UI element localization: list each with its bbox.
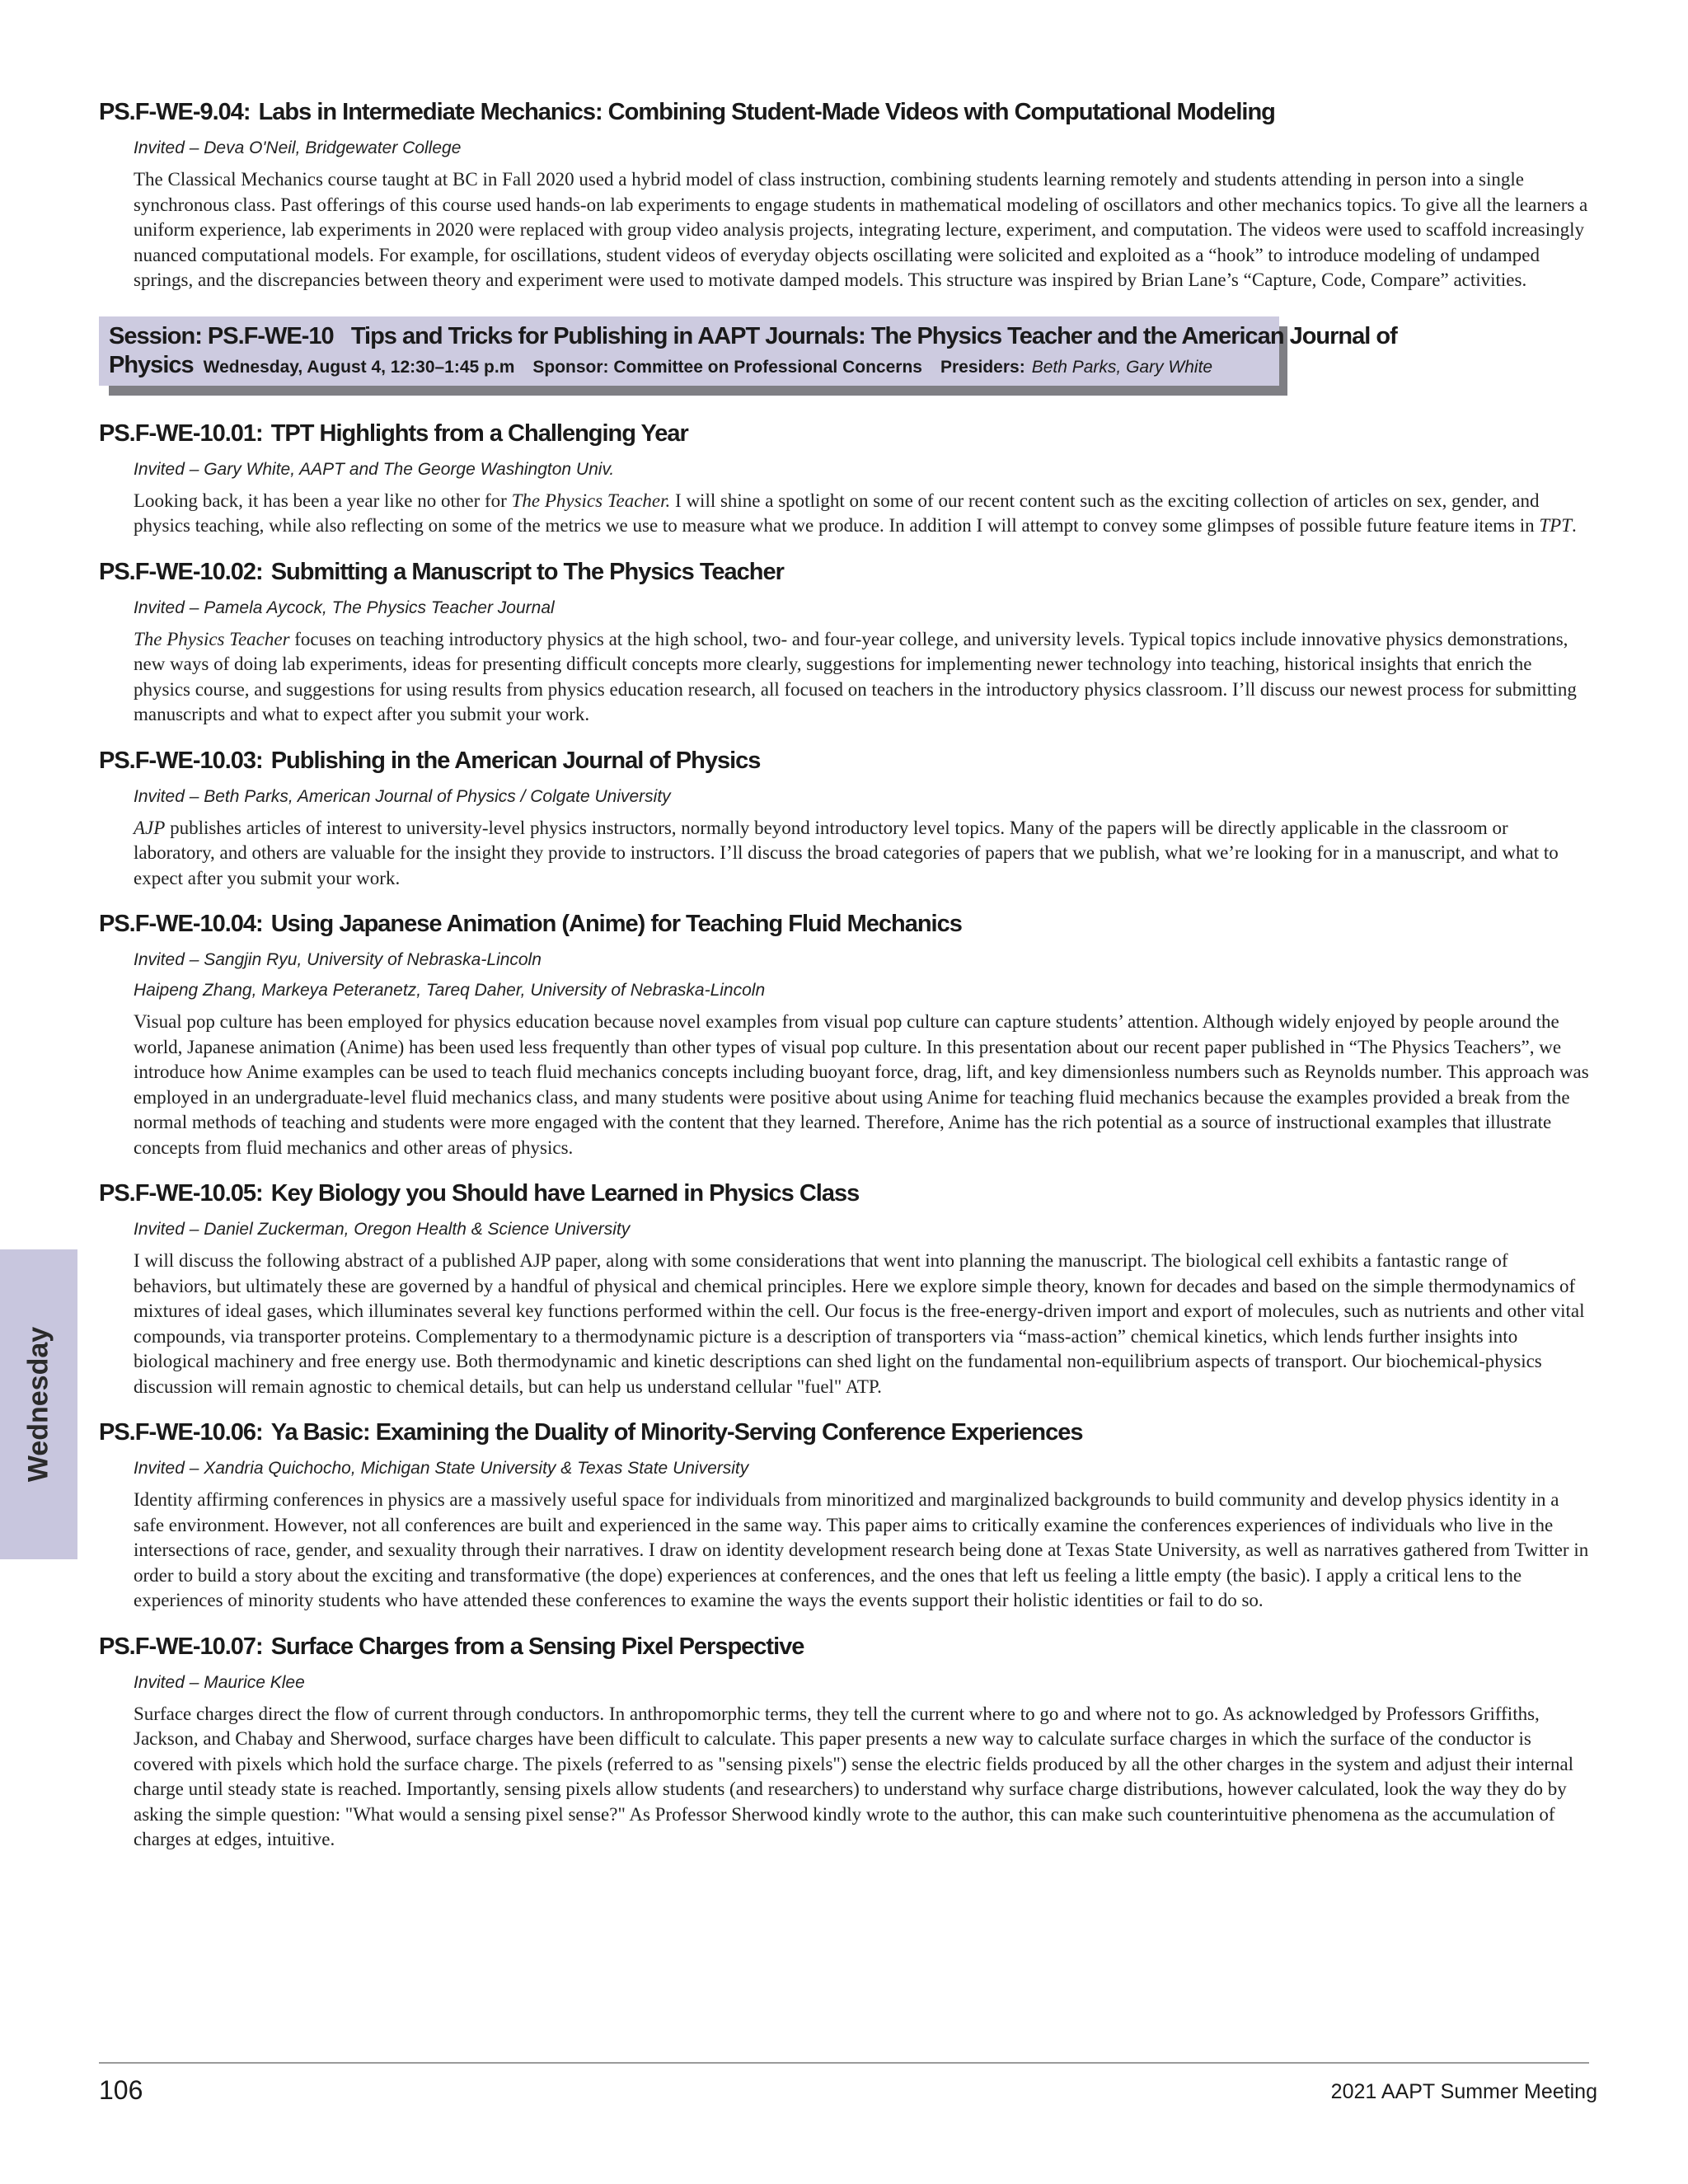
entry-title-text: Using Japanese Animation (Anime) for Teaching Fluid Mechanics — [270, 911, 962, 937]
entry-byline: Invited – Maurice Klee — [134, 1672, 305, 1692]
session-title-end: Physics — [109, 351, 194, 378]
entry-abstract: Identity affirming conferences in physics are a massively useful space for individuals from minoritized and marginalized backgrounds to build community and develop physics identity in a safe environment. However, not all conferences are built and experienced in the same way. This paper aims to critically examine the conferences experiences of individuals who live in the intersections of race, gender, and sexuality through their narratives. I draw on identity development research being done at Texas State University, as well as narratives gathered from Twitter in order to build a story about the exciting and transformative (the dope) experiences at conferences, and the ones that left us feeling a little empty (the basic). I apply a critical lens to the experiences of minority students who have attended these conferences to examine the ways the events support their holistic identities or fail to do so. — [134, 1489, 1589, 1610]
entry-coauthors: Haipeng Zhang, Markeya Peteranetz, Tareq Daher, University of Nebraska-Lincoln — [134, 981, 766, 1000]
entry-byline: Invited – Sangjin Ryu, University of Nebraska-Lincoln — [134, 950, 542, 969]
entry-code: PS.F-WE-10.07: — [99, 1633, 263, 1660]
entry-title — [99, 909, 1591, 939]
session-label: Session: PS.F-WE-10 — [109, 322, 334, 349]
entry-abstract — [134, 627, 1591, 728]
session-title-line — [109, 321, 1397, 351]
entry-title-text: Key Biology you Should have Learned in Physics Class — [270, 1180, 860, 1207]
entry-title — [99, 1418, 1591, 1447]
day-side-tab — [0, 1249, 77, 1559]
entry-title — [99, 1632, 1591, 1661]
entry-title — [99, 419, 1591, 448]
entry-title-text: TPT Highlights from a Challenging Year — [270, 419, 688, 447]
abstract-entry-10-06 — [99, 1418, 1591, 1614]
entry-title-text: Ya Basic: Examining the Duality of Minority-Serving Conference Experiences — [270, 1419, 1083, 1446]
page-number: 106 — [99, 2075, 143, 2105]
entry-title-text: Publishing in the American Journal of Physics — [270, 747, 761, 774]
session-details-line — [109, 351, 1271, 382]
abstract-text: . — [1572, 515, 1577, 536]
journal-abbrev: TPT — [1539, 515, 1573, 536]
session-header-box — [99, 316, 1397, 386]
entry-title — [99, 746, 1591, 776]
entry-abstract — [134, 816, 1591, 892]
entry-title — [99, 97, 1591, 127]
abstract-entry-10-01 — [99, 419, 1591, 539]
journal-name: The Physics Teacher — [134, 628, 290, 649]
entry-code: PS.F-WE-10.04: — [99, 911, 263, 937]
abstract-entry-10-04 — [99, 909, 1591, 1160]
entry-code: PS.F-WE-10.01: — [99, 419, 263, 447]
page-content — [99, 97, 1591, 1871]
footer-divider — [99, 2062, 1589, 2064]
entry-code: PS.F-WE-10.05: — [99, 1180, 263, 1207]
abstract-entry-10-05 — [99, 1179, 1591, 1399]
entry-abstract: Visual pop culture has been employed for physics education because novel examples from visual pop culture can capture students’ attention. Although widely enjoyed by people around the world, Japanese animation (Anime) has been used less frequently than other types of visual pop culture. In this presentation about our recent paper published in “The Physics Teachers”, we introduce how Anime examples can be used to teach fluid mechanics concepts including buoyant force, drag, lift, and key dimensionless numbers such as Reynolds number. This approach was employed in an undergraduate-level fluid mechanics class, and many students were positive about using Anime for teaching fluid mechanics because the examples provided a break from the normal methods of teaching and students were more engaged with the content that they learned. Therefore, Anime has the rich potential as a source of instructional examples that illustrate concepts from fluid mechanics and other areas of physics. — [134, 1011, 1589, 1158]
session-header — [99, 316, 1397, 387]
entry-title-text: Labs in Intermediate Mechanics: Combining Student-Made Videos with Computational Modeling — [258, 99, 1275, 125]
session-presiders: Beth Parks, Gary White — [1031, 357, 1213, 377]
journal-abbrev: AJP — [134, 817, 166, 838]
entry-byline: Invited – Daniel Zuckerman, Oregon Health & Science University — [134, 1220, 631, 1239]
entry-code: PS.F-WE-9.04: — [99, 99, 251, 125]
entry-byline: Invited – Gary White, AAPT and The George Washington Univ. — [134, 459, 615, 479]
abstract-entry-9-04 — [99, 97, 1591, 293]
entry-byline: Invited – Deva O'Neil, Bridgewater College — [134, 138, 462, 157]
entry-abstract: I will discuss the following abstract of a published AJP paper, along with some considerations that went into planning the manuscript. The biological cell exhibits a fantastic range of behaviors, but ultimately these are governed by a handful of physical and chemical principles. Here we explore simple theory, known for decades and based on the simple thermodynamics of mixtures of ideal gases, which illuminates several key functions performed within the cell. Our focus is the free-energy-driven import and export of molecules, such as nutrients and other vital compounds, via transporter proteins. Complementary to a thermodynamic picture is a description of transporters via “mass-action” chemical kinetics, which lends further insights into biological machinery and free energy use. Both thermodynamic and kinetic descriptions can shed light on the fundamental non-equilibrium aspects of transport. Our biochemical-physics discussion will remain agnostic to chemical details, but can help us understand cellular "fuel" ATP. — [134, 1250, 1585, 1397]
entry-abstract — [134, 489, 1591, 539]
entry-abstract: Surface charges direct the flow of current through conductors. In anthropomorphic terms, they tell the current where to go and where not to go. As acknowledged by Professors Griffiths, Jackson, and Chabay and Sherwood, surface charges have been difficult to calculate. This paper presents a new way to calculate surface charges in which the surface of the conductor is covered with pixels which hold the surface charge. The pixels (referred to as "sensing pixels") sense the electric fields produced by all the other charges in the system and adjust their internal charge until steady state is reached. Importantly, sensing pixels allow students (and researchers) to understand why surface charge distributions, however calculated, look the way they do by asking the simple question: "What would a sensing pixel sense?" As Professor Sherwood kindly wrote to the author, this can make such counterintuitive phenomena as the accumulation of charges at edges, intuitive. — [134, 1703, 1574, 1849]
entry-title — [99, 557, 1591, 587]
session-sponsor: Sponsor: Committee on Professional Concerns — [532, 357, 922, 377]
abstract-text: focuses on teaching introductory physics at the high school, two- and four-year college, and university levels. Typical topics include innovative physics demonstrations, new ways of doing lab experiments, ideas for presenting difficult concepts more clearly, suggestions for implementing newer technology into teaching, historical insights that enrich the physics course, and suggestions for using results from physics education research, all focused on teachers in the introductory physics classroom. I’ll discuss our newest process for submitting manuscripts and what to expect after you submit your work. — [134, 628, 1577, 724]
entry-code: PS.F-WE-10.06: — [99, 1419, 263, 1446]
abstract-entry-10-02 — [99, 557, 1591, 728]
abstract-text: Looking back, it has been a year like no other for — [134, 490, 512, 511]
entry-byline: Invited – Pamela Aycock, The Physics Teacher Journal — [134, 598, 555, 617]
session-presiders-label: Presiders: — [940, 357, 1025, 377]
abstract-entry-10-03 — [99, 746, 1591, 892]
abstract-text: publishes articles of interest to university-level physics instructors, normally beyond introductory level topics. Many of the papers will be directly applicable in the classroom or laboratory, and others are valuable for the insight they provide to instructors. I’ll discuss the broad categories of papers that we publish, what we’re looking for in a manuscript, and what to expect after you submit your work. — [134, 817, 1559, 888]
session-title: Tips and Tricks for Publishing in AAPT Journals: The Physics Teacher and the American Journal of — [350, 322, 1397, 349]
day-side-tab-label: Wednesday — [22, 1326, 54, 1483]
abstract-text: I will shine a spotlight on some of our recent content such as the exciting collection of articles on sex, gender, and physics teaching, while also reflecting on some of the metrics we use to measure what we produce. In addition I will attempt to convey some glimpses of possible future feature items in — [134, 490, 1540, 536]
footer-meeting-name: 2021 AAPT Summer Meeting — [1330, 2080, 1597, 2103]
entry-byline: Invited – Beth Parks, American Journal of Physics / Colgate University — [134, 786, 671, 806]
entry-abstract: The Classical Mechanics course taught at BC in Fall 2020 used a hybrid model of class instruction, combining students learning remotely and students attending in person into a single synchronous class. Past offerings of this course used hands-on lab experiments to engage students in mathematical modeling of oscillators and other mechanics topics. To give all the learners a uniform experience, lab experiments in 2020 were replaced with group video analysis projects, integrating lecture, experiment, and computation. The videos were used to scaffold increasingly nuanced computational models. For example, for oscillations, student videos of everyday objects oscillating were solicited and exploited as a “hook” to introduce modeling of undamped springs, and the discrepancies between theory and experiment were used to motivate damped models. This structure was inspired by Brian Lane’s “Capture, Code, Compare” activities. — [134, 169, 1588, 290]
session-time: Wednesday, August 4, 12:30–1:45 p.m — [203, 357, 515, 377]
entry-title — [99, 1179, 1591, 1208]
entry-byline: Invited – Xandria Quichocho, Michigan State University & Texas State University — [134, 1459, 749, 1478]
entry-title-text: Surface Charges from a Sensing Pixel Perspective — [270, 1633, 804, 1660]
entry-code: PS.F-WE-10.03: — [99, 747, 263, 774]
journal-name: The Physics Teacher. — [511, 490, 671, 511]
entry-code: PS.F-WE-10.02: — [99, 558, 263, 585]
entry-title-text: Submitting a Manuscript to The Physics Teacher — [270, 558, 784, 585]
abstract-entry-10-07 — [99, 1632, 1591, 1853]
